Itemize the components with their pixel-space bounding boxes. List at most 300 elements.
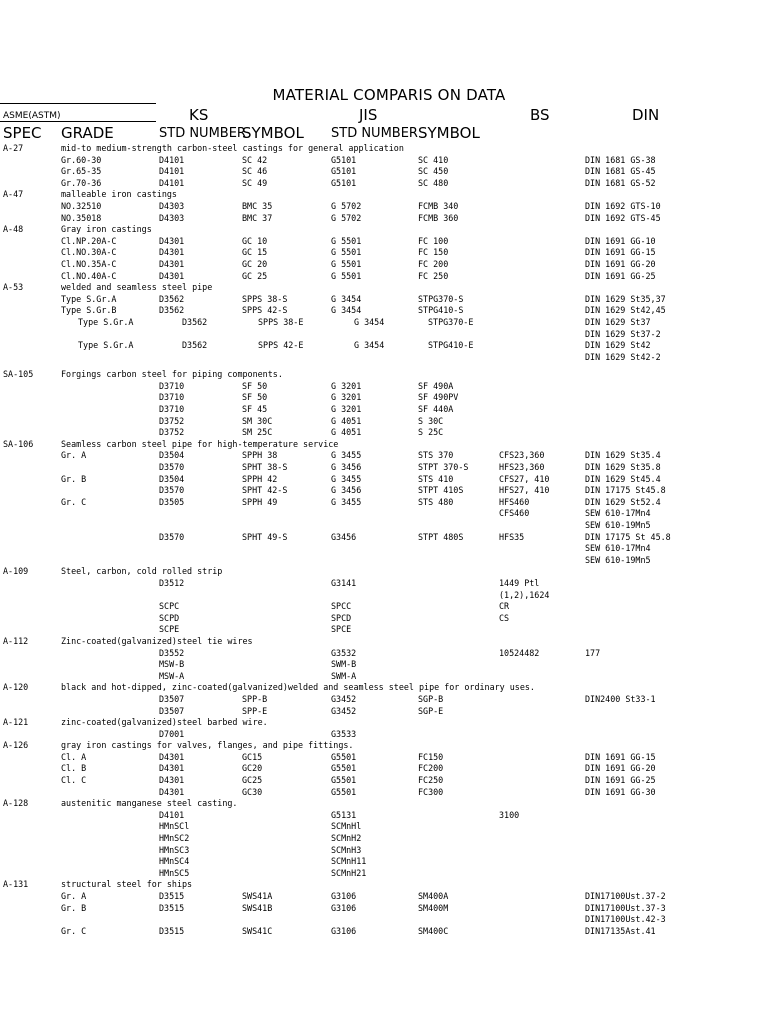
table-row (0, 450, 768, 462)
ks-std-number-cell: HMnSC2 (159, 833, 190, 844)
ks-symbol-cell: SWS41B (242, 902, 273, 913)
spec-heading-row (0, 189, 768, 201)
table-row (0, 392, 768, 404)
ks-symbol-cell: GC 15 (242, 247, 268, 258)
jis-std-number-cell: G5101 (331, 166, 357, 177)
ks-symbol-cell: GC20 (242, 763, 263, 774)
din-cell: SEW 610-17Mn4 (585, 508, 651, 519)
din-cell: DIN 1691 GG-15 (585, 751, 656, 762)
ks-std-number-cell: D3710 (159, 380, 185, 391)
table-row (0, 624, 768, 636)
table-row (0, 671, 768, 683)
jis-std-number-cell: G5131 (331, 809, 357, 820)
spec-heading-row (0, 717, 768, 729)
header-spec: SPEC (3, 124, 42, 142)
jis-symbol-cell: FC300 (418, 786, 444, 797)
description-cell: malleable iron castings (61, 189, 177, 200)
table-row (0, 317, 768, 329)
ks-std-number-cell: D4301 (159, 751, 185, 762)
description-cell: welded and seamless steel pipe (61, 282, 213, 293)
jis-symbol-cell: SGP-E (418, 705, 444, 716)
jis-symbol-cell: STPT 370-S (418, 462, 469, 473)
grade-cell: Cl. C (61, 775, 87, 786)
din-cell: DIN 1681 GS-45 (585, 166, 656, 177)
jis-symbol-cell: SF 490PV (418, 392, 459, 403)
ks-std-number-cell: D3562 (159, 293, 185, 304)
din-cell: DIN 1629 St37-2 (585, 328, 661, 339)
jis-std-number-cell: G 3455 (331, 496, 362, 507)
spec-cell: SA-106 (3, 438, 34, 449)
ks-std-number-cell: D4301 (159, 270, 185, 281)
jis-std-number-cell: G 3455 (331, 450, 362, 461)
din-cell: DIN17100Ust.37-3 (585, 902, 666, 913)
jis-std-number-cell: G 3201 (331, 392, 362, 403)
table-row (0, 845, 768, 857)
jis-symbol-cell: FC 150 (418, 247, 449, 258)
ks-symbol-cell: SPHT 49-S (242, 531, 288, 542)
jis-symbol-cell: SM400C (418, 925, 449, 936)
jis-std-number-cell: SPCE (331, 624, 352, 635)
jis-symbol-cell: SC 450 (418, 166, 449, 177)
ks-std-number-cell: D3570 (159, 485, 185, 496)
jis-std-number-cell: G 5501 (331, 258, 362, 269)
ks-std-number-cell: D3504 (159, 473, 185, 484)
bs-cell: 1449 Ptl (499, 577, 540, 588)
jis-std-number-cell: SCMnHl (331, 821, 362, 832)
header-grade: GRADE (61, 124, 114, 142)
grade-cell: Type S.Gr.A (61, 293, 117, 304)
jis-std-number-cell: G 3454 (331, 293, 362, 304)
ks-symbol-cell: SPHT 42-S (242, 485, 288, 496)
description-cell: Zinc-coated(galvanized)steel tie wires (61, 635, 253, 646)
din-cell: DIN 1692 GTS-45 (585, 212, 661, 223)
table-row (0, 694, 768, 706)
spec-cell: A-112 (3, 635, 29, 646)
ks-std-number-cell: D3507 (159, 705, 185, 716)
ks-symbol-cell: SPPS 38-S (242, 293, 288, 304)
bs-cell: CFS460 (499, 508, 530, 519)
bs-cell: HFS27, 410 (499, 485, 550, 496)
jis-std-number-cell: G 3201 (331, 404, 362, 415)
jis-symbol-cell: FCMB 340 (418, 200, 459, 211)
table-row (0, 329, 768, 341)
ks-std-number-cell: HMnSC3 (159, 844, 190, 855)
table-row (0, 427, 768, 439)
bs-cell: HFS35 (499, 531, 525, 542)
table-row (0, 520, 768, 532)
spec-cell: A-47 (3, 189, 24, 200)
jis-std-number-cell: G3106 (331, 902, 357, 913)
ks-std-number-cell: D4101 (159, 166, 185, 177)
table-row (0, 247, 768, 259)
ks-symbol-cell: SPPH 38 (242, 450, 278, 461)
table-row (0, 305, 768, 317)
table-row (0, 201, 768, 213)
jis-std-number-cell: G3452 (331, 705, 357, 716)
ks-symbol-cell: GC 20 (242, 258, 268, 269)
din-cell: DIN 1629 St52.4 (585, 496, 661, 507)
spec-cell: A-27 (3, 143, 24, 153)
table-row (0, 236, 768, 248)
ks-symbol-cell: BMC 35 (242, 200, 273, 211)
din-cell: SEW 610-17Mn4 (585, 543, 651, 554)
jis-std-number-cell: G3533 (331, 728, 357, 739)
ks-std-number-cell: HMnSC4 (159, 856, 190, 867)
ks-std-number-cell: D4301 (159, 763, 185, 774)
ks-std-number-cell: D4301 (159, 786, 185, 797)
jis-std-number-cell: G 4051 (331, 427, 362, 438)
jis-symbol-cell: SM400A (418, 891, 449, 901)
ks-std-number-cell: D4303 (159, 200, 185, 211)
table-row (0, 891, 768, 903)
jis-symbol-cell: SM400M (418, 902, 449, 913)
grade-cell: Cl.NO.40A-C (61, 270, 117, 281)
description-cell: Gray iron castings (61, 224, 152, 235)
page-title: MATERIAL COMPARIS ON DATA (272, 86, 506, 104)
grade-cell: Gr. A (61, 450, 87, 461)
ks-std-number-cell: D4301 (159, 258, 185, 269)
table-row (0, 294, 768, 306)
ks-std-number-cell: D4303 (159, 212, 185, 223)
din-cell: DIN 1629 St35.4 (585, 450, 661, 461)
ks-std-number-cell: D3752 (159, 427, 185, 438)
din-cell: DIN17135Ast.41 (585, 925, 656, 936)
din-cell: DIN17100Ust.37-2 (585, 891, 666, 901)
spec-cell: A-109 (3, 566, 29, 577)
jis-std-number-cell: G 3456 (331, 462, 362, 473)
spec-cell: A-53 (3, 282, 24, 293)
table-row (0, 787, 768, 799)
jis-std-number-cell: G5501 (331, 775, 357, 786)
jis-std-number-cell: SPCC (331, 601, 352, 612)
header-rule-bottom (0, 121, 156, 122)
jis-symbol-cell: FC 200 (418, 258, 449, 269)
ks-std-number-cell: D4101 (159, 154, 185, 165)
table-row (0, 474, 768, 486)
jis-symbol-cell: FC250 (418, 775, 444, 786)
ks-std-number-cell: D4301 (159, 247, 185, 258)
ks-std-number-cell: D4301 (159, 775, 185, 786)
ks-std-number-cell: SCPC (159, 601, 180, 612)
grade-cell: Type S.Gr.A (78, 340, 134, 351)
table-row (0, 271, 768, 283)
grade-cell: Gr.65-35 (61, 166, 102, 177)
table-row (0, 213, 768, 225)
ks-symbol-cell: SC 49 (242, 177, 268, 188)
table-row (0, 178, 768, 190)
jis-symbol-cell: STPT 480S (418, 531, 464, 542)
jis-std-number-cell: G5101 (331, 154, 357, 165)
jis-symbol-cell: STS 370 (418, 450, 454, 461)
bs-cell: CFS23,360 (499, 450, 545, 461)
jis-std-number-cell: G 5702 (331, 200, 362, 211)
spec-heading-row (0, 636, 768, 648)
spec-heading-row (0, 798, 768, 810)
ks-symbol-cell: SM 25C (242, 427, 273, 438)
ks-symbol-cell: SWS41C (242, 925, 273, 936)
header-jis-symbol: SYMBOL (418, 124, 480, 142)
jis-symbol-cell: SF 440A (418, 404, 454, 415)
bs-cell: (1,2),1624 (499, 589, 550, 600)
jis-std-number-cell: G 4051 (331, 415, 362, 426)
description-cell: Forgings carbon steel for piping components. (61, 369, 283, 380)
table-row (0, 416, 768, 428)
din-cell: DIN 1691 GG-20 (585, 763, 656, 774)
din-cell: DIN 1629 St42 (585, 340, 651, 351)
table-row (0, 352, 768, 364)
grade-cell: Cl.NO.30A-C (61, 247, 117, 258)
bs-cell: CS (499, 612, 510, 623)
jis-symbol-cell: SGP-B (418, 693, 444, 704)
table-row (0, 763, 768, 775)
jis-std-number-cell: G 5501 (331, 235, 362, 246)
din-cell: DIN 1681 GS-38 (585, 154, 656, 165)
grade-cell: Gr.70-36 (61, 177, 102, 188)
spec-cell: SA-105 (3, 369, 34, 380)
ks-std-number-cell: D3752 (159, 415, 185, 426)
description-cell: structural steel for ships (61, 879, 193, 890)
grade-cell: Gr. B (61, 473, 87, 484)
header-jis-std-number: STD NUMBER (331, 126, 418, 141)
ks-std-number-cell: D3515 (159, 891, 185, 901)
ks-std-number-cell: D3570 (159, 462, 185, 473)
spec-cell: A-131 (3, 879, 29, 890)
header-din: DIN (632, 106, 660, 124)
ks-std-number-cell: D4101 (159, 177, 185, 188)
header-ks-symbol: SYMBOL (242, 124, 304, 142)
ks-symbol-cell: SPPH 49 (242, 496, 278, 507)
ks-symbol-cell: SPPS 42-S (242, 305, 288, 316)
table-row (0, 833, 768, 845)
jis-std-number-cell: SWM-B (331, 659, 357, 670)
spec-cell: A-120 (3, 682, 29, 693)
jis-std-number-cell: G5501 (331, 786, 357, 797)
comparison-table (0, 143, 768, 937)
ks-symbol-cell: GC15 (242, 751, 263, 762)
spec-heading-row (0, 566, 768, 578)
table-row (0, 926, 768, 938)
jis-symbol-cell: SF 490A (418, 380, 454, 391)
ks-symbol-cell: SM 30C (242, 415, 273, 426)
din-cell: DIN17100Ust.42-3 (585, 914, 666, 925)
jis-symbol-cell: STPG410-E (428, 340, 474, 351)
ks-std-number-cell: D3507 (159, 693, 185, 704)
grade-cell: Type S.Gr.A (78, 316, 134, 327)
ks-std-number-cell: D3515 (159, 925, 185, 936)
bs-cell: HFS23,360 (499, 462, 545, 473)
grade-cell: Gr. B (61, 902, 87, 913)
grade-cell: Type S.Gr.B (61, 305, 117, 316)
din-cell: DIN 1629 St42-2 (585, 351, 661, 362)
table-row (0, 155, 768, 167)
table-row (0, 601, 768, 613)
jis-std-number-cell: SCMnH2 (331, 833, 362, 844)
din-cell: DIN 1691 GG-10 (585, 235, 656, 246)
table-row (0, 903, 768, 915)
table-row (0, 613, 768, 625)
ks-symbol-cell: SPP-B (242, 693, 268, 704)
din-cell: DIN 1691 GG-30 (585, 786, 656, 797)
din-cell: DIN2400 St33-1 (585, 693, 656, 704)
ks-symbol-cell: GC 25 (242, 270, 268, 281)
table-row (0, 340, 768, 352)
table-row (0, 381, 768, 393)
spec-cell: A-121 (3, 717, 29, 728)
jis-std-number-cell: G 5501 (331, 247, 362, 258)
ks-std-number-cell: D4101 (159, 809, 185, 820)
jis-std-number-cell: G5101 (331, 177, 357, 188)
jis-symbol-cell: STS 480 (418, 496, 454, 507)
bs-cell: HFS460 (499, 496, 530, 507)
bs-cell: 10524482 (499, 647, 540, 658)
din-cell: DIN 1629 St45.4 (585, 473, 661, 484)
jis-std-number-cell: G 3454 (354, 340, 385, 351)
ks-symbol-cell: SC 42 (242, 154, 268, 165)
jis-std-number-cell: SCMnH11 (331, 856, 367, 867)
jis-std-number-cell: G 3455 (331, 473, 362, 484)
header-asme: ASME(ASTM) (3, 111, 61, 121)
spec-heading-row (0, 143, 768, 155)
din-cell: DIN 1691 GG-15 (585, 247, 656, 258)
din-cell: DIN 17175 St 45.8 (585, 531, 671, 542)
jis-std-number-cell: G 3456 (331, 485, 362, 496)
jis-std-number-cell: G3106 (331, 925, 357, 936)
table-row (0, 485, 768, 497)
grade-cell: Gr. C (61, 925, 87, 936)
jis-std-number-cell: G3456 (331, 531, 357, 542)
table-row (0, 706, 768, 718)
table-row (0, 810, 768, 822)
ks-symbol-cell: BMC 37 (242, 212, 273, 223)
description-cell: gray iron castings for valves, flanges, and pipe fittings. (61, 740, 354, 751)
jis-std-number-cell: G 5702 (331, 212, 362, 223)
jis-symbol-cell: FC200 (418, 763, 444, 774)
table-row (0, 914, 768, 926)
ks-std-number-cell: D3512 (159, 577, 185, 588)
table-row (0, 868, 768, 880)
ks-symbol-cell: SPPH 42 (242, 473, 278, 484)
din-cell: DIN 17175 St45.8 (585, 485, 666, 496)
ks-std-number-cell: D3562 (182, 316, 208, 327)
grade-cell: Gr. C (61, 496, 87, 507)
grade-cell: NO.32510 (61, 200, 102, 211)
ks-symbol-cell: SWS41A (242, 891, 273, 901)
ks-std-number-cell: D7001 (159, 728, 185, 739)
table-row (0, 590, 768, 602)
table-row (0, 821, 768, 833)
jis-symbol-cell: STS 410 (418, 473, 454, 484)
din-cell: DIN 1691 GG-25 (585, 270, 656, 281)
grade-cell: Cl.NO.35A-C (61, 258, 117, 269)
table-row (0, 532, 768, 544)
spec-heading-row (0, 439, 768, 451)
din-cell: DIN 1629 St42,45 (585, 305, 666, 316)
ks-std-number-cell: D3515 (159, 902, 185, 913)
jis-std-number-cell: G 3201 (331, 380, 362, 391)
spec-heading-row (0, 282, 768, 294)
ks-std-number-cell: D4301 (159, 235, 185, 246)
din-cell: DIN 1681 GS-52 (585, 177, 656, 188)
jis-symbol-cell: FC150 (418, 751, 444, 762)
spec-heading-row (0, 682, 768, 694)
table-row (0, 752, 768, 764)
jis-std-number-cell: G5501 (331, 763, 357, 774)
jis-std-number-cell: SWM-A (331, 670, 357, 681)
spec-cell: A-48 (3, 224, 24, 235)
ks-symbol-cell: SPPS 38-E (258, 316, 304, 327)
din-cell: DIN 1691 GG-25 (585, 775, 656, 786)
ks-symbol-cell: SF 45 (242, 404, 268, 415)
description-cell: Seamless carbon steel pipe for high-temperature service (61, 438, 339, 449)
din-cell: DIN 1629 St35.8 (585, 462, 661, 473)
description-cell: zinc-coated(galvanized)steel barbed wire. (61, 717, 268, 728)
jis-symbol-cell: SC 410 (418, 154, 449, 165)
ks-std-number-cell: D3562 (159, 305, 185, 316)
ks-std-number-cell: HMnSCl (159, 821, 190, 832)
jis-std-number-cell: G3106 (331, 891, 357, 901)
table-row (0, 578, 768, 590)
bs-cell: 3100 (499, 809, 520, 820)
spec-cell: A-128 (3, 798, 29, 809)
jis-std-number-cell: G3452 (331, 693, 357, 704)
jis-std-number-cell: G 3454 (331, 305, 362, 316)
grade-cell: Gr. A (61, 891, 87, 901)
spec-cell: A-126 (3, 740, 29, 751)
din-cell: SEW 610-19Mn5 (585, 554, 651, 565)
ks-std-number-cell: MSW-A (159, 670, 185, 681)
bs-cell: CR (499, 601, 510, 612)
table-row (0, 259, 768, 271)
spec-heading-row (0, 224, 768, 236)
table-row (0, 462, 768, 474)
ks-std-number-cell: D3570 (159, 531, 185, 542)
jis-symbol-cell: STPG410-S (418, 305, 464, 316)
ks-symbol-cell: GC30 (242, 786, 263, 797)
description-cell: Steel, carbon, cold rolled strip (61, 566, 223, 577)
ks-symbol-cell: GC 10 (242, 235, 268, 246)
din-cell: DIN 1629 St37 (585, 316, 651, 327)
jis-std-number-cell: SCMnH21 (331, 867, 367, 878)
table-row (0, 659, 768, 671)
jis-symbol-cell: STPG370-S (418, 293, 464, 304)
jis-std-number-cell: G 3454 (354, 316, 385, 327)
ks-std-number-cell: D3562 (182, 340, 208, 351)
table-row (0, 729, 768, 741)
header-ks: KS (189, 106, 209, 124)
ks-symbol-cell: SF 50 (242, 392, 268, 403)
ks-symbol-cell: GC25 (242, 775, 263, 786)
table-row (0, 648, 768, 660)
din-cell: SEW 610-19Mn5 (585, 520, 651, 530)
grade-cell: NO.35018 (61, 212, 102, 223)
ks-std-number-cell: D3552 (159, 647, 185, 658)
table-row (0, 543, 768, 555)
din-cell: DIN 1691 GG-20 (585, 258, 656, 269)
table-row (0, 508, 768, 520)
jis-symbol-cell: S 25C (418, 427, 444, 438)
jis-symbol-cell: S 30C (418, 415, 444, 426)
table-row (0, 404, 768, 416)
description-cell: mid-to medium-strength carbon-steel castings for general application (61, 143, 404, 153)
ks-std-number-cell: MSW-B (159, 659, 185, 670)
ks-symbol-cell: SPP-E (242, 705, 268, 716)
ks-symbol-cell: SC 46 (242, 166, 268, 177)
description-cell: black and hot-dipped, zinc-coated(galvanized)welded and seamless steel pipe for ordinary uses. (61, 682, 535, 693)
grade-cell: Gr.60-30 (61, 154, 102, 165)
ks-symbol-cell: SPHT 38-S (242, 462, 288, 473)
spec-heading-row (0, 369, 768, 381)
ks-std-number-cell: D3504 (159, 450, 185, 461)
